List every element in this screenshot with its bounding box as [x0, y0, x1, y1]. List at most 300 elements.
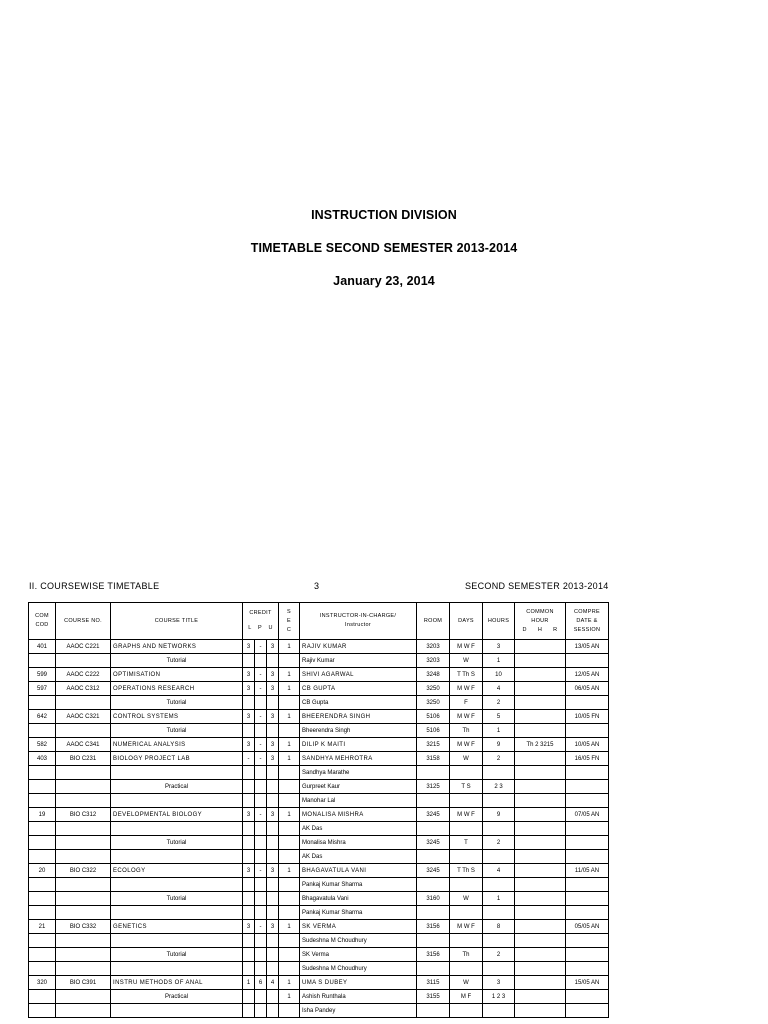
- cell-credit-l: [243, 1004, 255, 1018]
- header-instructor-line1: INSTRUCTOR-IN-CHARGE/: [319, 613, 397, 619]
- cell-compre: 11/05 AN: [566, 864, 609, 878]
- cell-credit-p: -: [255, 738, 267, 752]
- header-instructor-line2: Instructor: [345, 622, 371, 628]
- cell-comp-code: 403: [29, 752, 56, 766]
- cell-hours: [483, 794, 515, 808]
- cell-room: 5106: [417, 710, 450, 724]
- cell-instructor: Ashish Runthala: [300, 990, 417, 1004]
- header-compre-line3: SESSION: [573, 626, 601, 633]
- cell-comp-code: 20: [29, 864, 56, 878]
- table-row: [29, 766, 609, 780]
- cell-instructor: Sudeshna M Choudhury: [300, 962, 417, 976]
- cell-instructor: Pankaj Kumar Sharma: [300, 906, 417, 920]
- cell-common-hour: [515, 654, 566, 668]
- cell-course-title: GRAPHS AND NETWORKS: [111, 640, 243, 654]
- cell-hours: 1: [483, 654, 515, 668]
- header-sec-line1: S: [287, 608, 291, 615]
- cell-hours: [483, 822, 515, 836]
- cell-days: M F: [450, 990, 483, 1004]
- cell-compre: [566, 724, 609, 738]
- cell-credit-u: 3: [267, 710, 279, 724]
- cell-course-no: [56, 836, 111, 850]
- cell-compre: [566, 1004, 609, 1018]
- cell-hours: 1: [483, 724, 515, 738]
- cell-sec: [279, 948, 300, 962]
- cell-course-no: AAOC C222: [56, 668, 111, 682]
- cell-course-no: BIO C391: [56, 976, 111, 990]
- cell-comp-code: [29, 878, 56, 892]
- cell-hours: 8: [483, 920, 515, 934]
- cell-credit-u: 3: [267, 808, 279, 822]
- cell-course-no: [56, 878, 111, 892]
- cell-comp-code: [29, 766, 56, 780]
- cell-days: M W F: [450, 682, 483, 696]
- cell-common-hour: [515, 808, 566, 822]
- cell-common-hour: [515, 906, 566, 920]
- cell-credit-p: -: [255, 682, 267, 696]
- cell-common-hour: [515, 948, 566, 962]
- cell-hours: 10: [483, 668, 515, 682]
- cell-compre: 15/05 AN: [566, 976, 609, 990]
- cell-course-title: [111, 934, 243, 948]
- cell-credit-l: [243, 766, 255, 780]
- cell-course-no: AAOC C312: [56, 682, 111, 696]
- cell-hours: [483, 1004, 515, 1018]
- cell-days: [450, 794, 483, 808]
- cell-days: W: [450, 892, 483, 906]
- cell-room: [417, 794, 450, 808]
- cell-common-hour: [515, 990, 566, 1004]
- cell-hours: 1: [483, 892, 515, 906]
- cell-sec: [279, 780, 300, 794]
- cell-hours: 2: [483, 752, 515, 766]
- cell-credit-p: 6: [255, 976, 267, 990]
- table-row: [29, 990, 609, 1004]
- cell-common-hour: [515, 794, 566, 808]
- cell-room: [417, 766, 450, 780]
- table-row: [29, 976, 609, 990]
- cell-hours: [483, 934, 515, 948]
- cell-credit-l: [243, 878, 255, 892]
- cell-course-no: [56, 990, 111, 1004]
- cell-compre: [566, 836, 609, 850]
- document-date: January 23, 2014: [333, 274, 435, 288]
- cell-credit-p: -: [255, 668, 267, 682]
- cell-sec: [279, 934, 300, 948]
- cell-course-no: [56, 724, 111, 738]
- header-sec: [279, 603, 300, 640]
- cell-credit-u: [267, 1004, 279, 1018]
- timetable-title: TIMETABLE SECOND SEMESTER 2013-2014: [250, 241, 518, 255]
- cell-days: W: [450, 752, 483, 766]
- cell-course-no: BIO C231: [56, 752, 111, 766]
- header-course-title: COURSE TITLE: [111, 603, 243, 640]
- cell-course-title: [111, 1004, 243, 1018]
- cell-course-no: AAOC C221: [56, 640, 111, 654]
- cell-compre: [566, 822, 609, 836]
- cell-common-hour: [515, 976, 566, 990]
- table-row: [29, 906, 609, 920]
- cell-hours: 2: [483, 836, 515, 850]
- cell-credit-l: 3: [243, 640, 255, 654]
- cell-sec: 1: [279, 990, 300, 1004]
- cell-hours: 5: [483, 710, 515, 724]
- cell-days: M W F: [450, 920, 483, 934]
- cell-comp-code: 642: [29, 710, 56, 724]
- cell-course-no: BIO C322: [56, 864, 111, 878]
- cell-days: [450, 850, 483, 864]
- cell-comp-code: [29, 990, 56, 1004]
- cell-room: 3245: [417, 836, 450, 850]
- cell-hours: 2: [483, 696, 515, 710]
- cell-comp-code: [29, 934, 56, 948]
- cell-credit-u: [267, 962, 279, 976]
- cell-hours: 3: [483, 640, 515, 654]
- cell-compre: [566, 850, 609, 864]
- cell-credit-p: [255, 836, 267, 850]
- cell-comp-code: 19: [29, 808, 56, 822]
- cell-room: [417, 850, 450, 864]
- cell-compre: 10/05 FN: [566, 710, 609, 724]
- table-row: [29, 738, 609, 752]
- cell-sec: 1: [279, 864, 300, 878]
- cell-credit-u: 3: [267, 640, 279, 654]
- cell-instructor: CB GUPTA: [300, 682, 417, 696]
- cell-room: [417, 1004, 450, 1018]
- cell-compre: [566, 794, 609, 808]
- cell-credit-l: [243, 822, 255, 836]
- cell-room: [417, 878, 450, 892]
- cell-credit-p: [255, 794, 267, 808]
- cell-credit-u: 3: [267, 752, 279, 766]
- cell-room: 3156: [417, 948, 450, 962]
- cell-common-hour: Th 2 3215: [515, 738, 566, 752]
- cell-compre: 10/05 AN: [566, 738, 609, 752]
- cell-course-title: [111, 822, 243, 836]
- cell-credit-p: [255, 1004, 267, 1018]
- cell-common-hour: [515, 668, 566, 682]
- cell-course-no: AAOC C341: [56, 738, 111, 752]
- cell-course-no: [56, 962, 111, 976]
- cell-comp-code: [29, 892, 56, 906]
- cell-course-no: [56, 1004, 111, 1018]
- cell-sec: [279, 654, 300, 668]
- cell-compre: [566, 878, 609, 892]
- cell-compre: [566, 696, 609, 710]
- cell-common-hour: [515, 640, 566, 654]
- header-credit-sub: [245, 624, 276, 633]
- cell-common-hour: [515, 850, 566, 864]
- cell-credit-p: -: [255, 752, 267, 766]
- cell-credit-p: [255, 780, 267, 794]
- cell-compre: [566, 934, 609, 948]
- table-row: [29, 934, 609, 948]
- header-course-no: COURSE NO.: [56, 603, 111, 640]
- cell-days: M W F: [450, 808, 483, 822]
- cell-course-title: Tutorial: [111, 654, 243, 668]
- cell-credit-u: [267, 696, 279, 710]
- cell-sec: [279, 892, 300, 906]
- cell-course-no: [56, 934, 111, 948]
- cell-credit-u: 4: [267, 976, 279, 990]
- cell-instructor: BHEERENDRA SINGH: [300, 710, 417, 724]
- cell-comp-code: 597: [29, 682, 56, 696]
- cell-credit-p: -: [255, 920, 267, 934]
- cell-credit-p: -: [255, 640, 267, 654]
- table-row: [29, 920, 609, 934]
- cell-course-no: [56, 696, 111, 710]
- cell-credit-l: [243, 948, 255, 962]
- cell-compre: [566, 948, 609, 962]
- cell-credit-l: 3: [243, 808, 255, 822]
- cell-credit-l: [243, 962, 255, 976]
- cell-compre: [566, 892, 609, 906]
- cell-hours: [483, 962, 515, 976]
- cell-course-no: AAOC C321: [56, 710, 111, 724]
- cell-credit-p: -: [255, 808, 267, 822]
- header-instructor: [300, 603, 417, 640]
- cell-credit-p: [255, 934, 267, 948]
- cell-credit-l: [243, 892, 255, 906]
- cell-course-title: Tutorial: [111, 836, 243, 850]
- cell-course-no: [56, 654, 111, 668]
- document-title: INSTRUCTION DIVISION: [311, 208, 457, 222]
- cell-credit-l: [243, 780, 255, 794]
- cell-credit-l: [243, 654, 255, 668]
- cell-credit-l: [243, 906, 255, 920]
- cell-compre: 12/05 AN: [566, 668, 609, 682]
- cell-course-title: [111, 850, 243, 864]
- cell-instructor: Gurpreet Kaur: [300, 780, 417, 794]
- cell-sec: [279, 724, 300, 738]
- cell-days: [450, 906, 483, 920]
- cell-credit-p: [255, 724, 267, 738]
- cell-common-hour: [515, 682, 566, 696]
- table-row: [29, 682, 609, 696]
- table-row: [29, 710, 609, 724]
- cell-common-hour: [515, 1004, 566, 1018]
- table-body: [29, 640, 609, 1018]
- cell-course-no: [56, 948, 111, 962]
- cell-room: 3156: [417, 920, 450, 934]
- cell-credit-l: 3: [243, 682, 255, 696]
- cell-compre: 07/05 AN: [566, 808, 609, 822]
- cell-days: M W F: [450, 738, 483, 752]
- cell-common-hour: [515, 934, 566, 948]
- cell-room: 3203: [417, 654, 450, 668]
- cell-credit-p: [255, 822, 267, 836]
- header-common-hour-line2: HOUR: [531, 617, 549, 624]
- cell-course-title: ECOLOGY: [111, 864, 243, 878]
- header-common-hour-sub: [517, 626, 563, 635]
- cell-days: M W F: [450, 710, 483, 724]
- cell-sec: [279, 822, 300, 836]
- cell-common-hour: [515, 920, 566, 934]
- cell-hours: 3: [483, 976, 515, 990]
- cell-common-hour: [515, 724, 566, 738]
- cell-hours: 4: [483, 682, 515, 696]
- cell-comp-code: [29, 906, 56, 920]
- table-row: [29, 850, 609, 864]
- cell-sec: [279, 794, 300, 808]
- cell-days: W: [450, 654, 483, 668]
- cell-credit-l: [243, 990, 255, 1004]
- cell-sec: [279, 850, 300, 864]
- header-credit-label: CREDIT: [249, 610, 272, 616]
- cell-credit-l: 1: [243, 976, 255, 990]
- cell-sec: 1: [279, 668, 300, 682]
- cell-days: [450, 878, 483, 892]
- table-header-row: [29, 603, 609, 640]
- cell-credit-p: -: [255, 864, 267, 878]
- cell-compre: 06/05 AN: [566, 682, 609, 696]
- cell-room: [417, 822, 450, 836]
- cell-comp-code: [29, 962, 56, 976]
- cell-days: F: [450, 696, 483, 710]
- cell-room: 3215: [417, 738, 450, 752]
- cell-room: 3125: [417, 780, 450, 794]
- cell-compre: 13/05 AN: [566, 640, 609, 654]
- cell-hours: 2 3: [483, 780, 515, 794]
- cell-comp-code: 401: [29, 640, 56, 654]
- cell-credit-p: [255, 850, 267, 864]
- cell-sec: [279, 836, 300, 850]
- header-comp-code-line2: COD: [35, 622, 49, 628]
- cell-days: [450, 822, 483, 836]
- cell-instructor: UMA S DUBEY: [300, 976, 417, 990]
- cell-credit-u: [267, 892, 279, 906]
- cell-instructor: SHIVI AGARWAL: [300, 668, 417, 682]
- cell-credit-l: 3: [243, 738, 255, 752]
- cell-comp-code: [29, 654, 56, 668]
- cell-credit-l: [243, 934, 255, 948]
- semester-label: SECOND SEMESTER 2013-2014: [465, 581, 609, 591]
- cell-sec: 1: [279, 710, 300, 724]
- cell-common-hour: [515, 752, 566, 766]
- header-credit-p: P: [258, 625, 262, 631]
- cell-sec: 1: [279, 808, 300, 822]
- cell-hours: [483, 878, 515, 892]
- cell-sec: 1: [279, 752, 300, 766]
- cell-credit-l: [243, 696, 255, 710]
- cell-sec: 1: [279, 738, 300, 752]
- cell-instructor: CB Gupta: [300, 696, 417, 710]
- cell-credit-u: [267, 990, 279, 1004]
- cell-credit-u: [267, 822, 279, 836]
- cell-compre: [566, 654, 609, 668]
- cell-credit-l: [243, 724, 255, 738]
- cell-sec: [279, 1004, 300, 1018]
- cell-credit-p: [255, 766, 267, 780]
- section-title: II. COURSEWISE TIMETABLE: [29, 581, 160, 591]
- cell-common-hour: [515, 864, 566, 878]
- cell-comp-code: [29, 1004, 56, 1018]
- cell-hours: 4: [483, 864, 515, 878]
- cell-instructor: BHAGAVATULA VANI: [300, 864, 417, 878]
- cell-course-title: Tutorial: [111, 724, 243, 738]
- table-row: [29, 640, 609, 654]
- header-common-hour-h: H: [537, 626, 543, 633]
- cell-sec: [279, 962, 300, 976]
- cell-instructor: SK VERMA: [300, 920, 417, 934]
- cell-hours: 2: [483, 948, 515, 962]
- cell-hours: 1 2 3: [483, 990, 515, 1004]
- header-compre-line1: COMPRE: [574, 608, 600, 615]
- cell-course-title: NUMERICAL ANALYSIS: [111, 738, 243, 752]
- cell-credit-l: 3: [243, 710, 255, 724]
- cell-credit-u: [267, 794, 279, 808]
- cell-instructor: AK Das: [300, 822, 417, 836]
- cell-credit-u: [267, 654, 279, 668]
- cell-instructor: MONALISA MISHRA: [300, 808, 417, 822]
- header-comp-code-line1: COM: [35, 613, 49, 619]
- cell-comp-code: 599: [29, 668, 56, 682]
- cell-course-no: [56, 906, 111, 920]
- cell-comp-code: 582: [29, 738, 56, 752]
- cell-compre: 16/05 FN: [566, 752, 609, 766]
- cell-credit-p: [255, 962, 267, 976]
- cell-instructor: Pankaj Kumar Sharma: [300, 878, 417, 892]
- cell-sec: [279, 906, 300, 920]
- cell-common-hour: [515, 766, 566, 780]
- cell-days: T Th S: [450, 864, 483, 878]
- cell-sec: 1: [279, 640, 300, 654]
- cell-credit-l: [243, 794, 255, 808]
- table-row: [29, 864, 609, 878]
- cell-instructor: Monalisa Mishra: [300, 836, 417, 850]
- cell-room: [417, 934, 450, 948]
- cell-credit-l: [243, 836, 255, 850]
- cell-credit-u: 3: [267, 668, 279, 682]
- cell-credit-p: -: [255, 710, 267, 724]
- header-sec-line2: E: [287, 617, 291, 624]
- header-compre: [566, 603, 609, 640]
- cell-course-no: BIO C332: [56, 920, 111, 934]
- cell-common-hour: [515, 780, 566, 794]
- table-row: [29, 696, 609, 710]
- cell-comp-code: [29, 724, 56, 738]
- cell-instructor: Bheerendra Singh: [300, 724, 417, 738]
- cell-course-title: [111, 878, 243, 892]
- table-row: [29, 724, 609, 738]
- cell-credit-u: [267, 766, 279, 780]
- cell-room: 3115: [417, 976, 450, 990]
- header-room: ROOM: [417, 603, 450, 640]
- page-number: 3: [314, 581, 320, 591]
- cell-room: 3155: [417, 990, 450, 1004]
- cell-instructor: Sudeshna M Choudhury: [300, 934, 417, 948]
- table-row: [29, 822, 609, 836]
- cell-common-hour: [515, 822, 566, 836]
- cell-room: 3250: [417, 696, 450, 710]
- cell-instructor: Rajiv Kumar: [300, 654, 417, 668]
- cell-course-title: [111, 962, 243, 976]
- cell-room: 3245: [417, 864, 450, 878]
- cell-room: 5106: [417, 724, 450, 738]
- header-sec-line3: C: [286, 626, 292, 633]
- cell-sec: [279, 696, 300, 710]
- header-common-hour-line1: COMMON: [526, 608, 554, 615]
- cell-compre: [566, 962, 609, 976]
- cell-common-hour: [515, 696, 566, 710]
- cell-instructor: SANDHYA MEHROTRA: [300, 752, 417, 766]
- header-credit-l: L: [248, 625, 252, 631]
- cell-room: 3250: [417, 682, 450, 696]
- cell-instructor: Sandhya Marathe: [300, 766, 417, 780]
- cell-credit-u: [267, 878, 279, 892]
- cell-room: 3203: [417, 640, 450, 654]
- table-row: [29, 752, 609, 766]
